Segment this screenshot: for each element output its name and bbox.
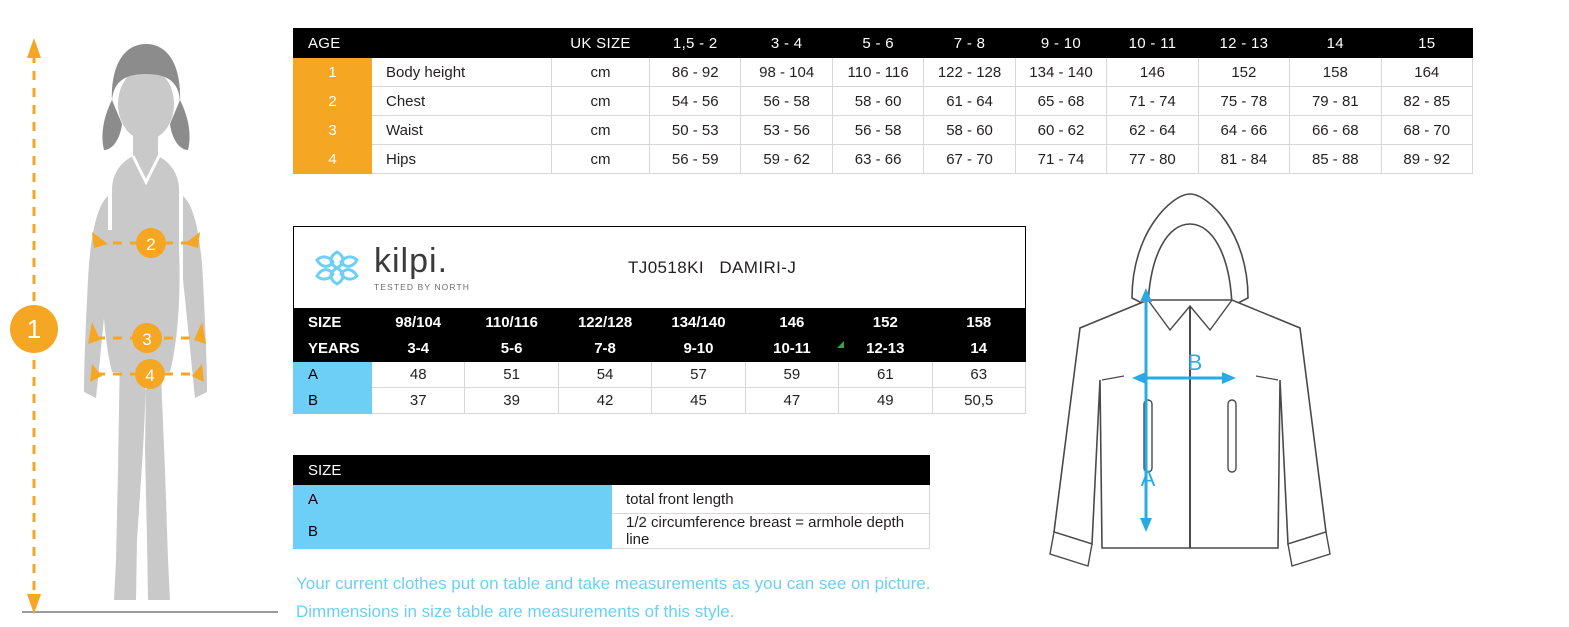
figure-marker-3: 3 — [142, 330, 152, 349]
cell: 42 — [558, 388, 651, 414]
product-code: TJ0518KI — [628, 257, 704, 277]
cell: 64 - 66 — [1198, 116, 1289, 145]
age-table-header-c5: 9 - 10 — [1015, 29, 1106, 58]
cell: 60 - 62 — [1015, 116, 1106, 145]
cell: 66 - 68 — [1290, 116, 1381, 145]
cell: 85 - 88 — [1290, 145, 1381, 174]
cell: 56 - 59 — [650, 145, 741, 174]
table-row — [294, 485, 930, 514]
product-code-name — [628, 258, 796, 278]
row-label: Waist — [372, 116, 552, 145]
measure-key-a: A — [294, 362, 372, 388]
cell: 61 — [839, 362, 932, 388]
cell: 71 - 74 — [1015, 145, 1106, 174]
cell: 67 - 70 — [924, 145, 1015, 174]
note-line-2: Dimmensions in size table are measurements of this style. — [296, 602, 735, 621]
row-unit: cm — [552, 145, 650, 174]
years-label: YEARS — [294, 336, 372, 362]
cell: 65 - 68 — [1015, 87, 1106, 116]
table-row — [294, 388, 1026, 414]
cell: 61 - 64 — [924, 87, 1015, 116]
cell: 45 — [652, 388, 745, 414]
legend-desc-a: total front length — [612, 485, 930, 514]
cell: 48 — [372, 362, 465, 388]
cell: 79 - 81 — [1290, 87, 1381, 116]
kilpi-logo — [308, 241, 471, 292]
legend-header-row — [294, 456, 930, 485]
table-row — [294, 116, 1473, 145]
row-number: 3 — [294, 116, 372, 145]
cell: 146 — [1107, 58, 1198, 87]
size-label: SIZE — [294, 310, 372, 336]
row-number: 4 — [294, 145, 372, 174]
cell: 158 — [1290, 58, 1381, 87]
row-label: Hips — [372, 145, 552, 174]
years-value: 9-10 — [652, 336, 745, 362]
cell: 86 - 92 — [650, 58, 741, 87]
size-value: 110/116 — [465, 310, 558, 336]
table-row — [294, 145, 1473, 174]
cell: 164 — [1381, 58, 1472, 87]
size-row — [294, 310, 1026, 336]
cell: 81 - 84 — [1198, 145, 1289, 174]
row-number: 2 — [294, 87, 372, 116]
years-value: 5-6 — [465, 336, 558, 362]
brand-tagline: TESTED BY NORTH — [374, 281, 471, 292]
size-value: 158 — [932, 310, 1025, 336]
cell: 51 — [465, 362, 558, 388]
cell: 56 - 58 — [832, 116, 923, 145]
cell: 59 — [745, 362, 838, 388]
cell: 134 - 140 — [1015, 58, 1106, 87]
cell: 82 - 85 — [1381, 87, 1472, 116]
cell: 59 - 62 — [741, 145, 832, 174]
body-measurement-figure — [0, 0, 292, 627]
cell: 53 - 56 — [741, 116, 832, 145]
cell: 58 - 60 — [832, 87, 923, 116]
cell: 89 - 92 — [1381, 145, 1472, 174]
cell: 50 - 53 — [650, 116, 741, 145]
row-label: Chest — [372, 87, 552, 116]
cell: 71 - 74 — [1107, 87, 1198, 116]
years-value: 10-11 — [745, 336, 838, 362]
cell: 54 — [558, 362, 651, 388]
cell: 49 — [839, 388, 932, 414]
style-size-table — [293, 309, 1026, 414]
cell: 56 - 58 — [741, 87, 832, 116]
size-value: 152 — [839, 310, 932, 336]
legend-key-a: A — [294, 485, 612, 514]
cell: 63 — [932, 362, 1025, 388]
age-table-header-age: AGE — [294, 29, 552, 58]
years-value: 12-13 — [839, 336, 932, 362]
row-number: 1 — [294, 58, 372, 87]
cell: 57 — [652, 362, 745, 388]
row-label: Body height — [372, 58, 552, 87]
legend-header: SIZE — [294, 456, 930, 485]
age-table-header-c4: 7 - 8 — [924, 29, 1015, 58]
legend-key-b: B — [294, 514, 612, 549]
age-table-header-c3: 5 - 6 — [832, 29, 923, 58]
row-unit: cm — [552, 87, 650, 116]
figure-marker-2: 2 — [146, 235, 156, 254]
age-table-header-c7: 12 - 13 — [1198, 29, 1289, 58]
cell: 68 - 70 — [1381, 116, 1472, 145]
age-size-table — [293, 28, 1473, 174]
age-table-header-c2: 3 - 4 — [741, 29, 832, 58]
jacket-label-a: A — [1140, 466, 1156, 491]
measure-key-b: B — [294, 388, 372, 414]
cell: 110 - 116 — [832, 58, 923, 87]
age-table-header-c9: 15 — [1381, 29, 1472, 58]
product-name: DAMIRI-J — [719, 257, 797, 277]
cell: 77 - 80 — [1107, 145, 1198, 174]
row-unit: cm — [552, 58, 650, 87]
size-value: 134/140 — [652, 310, 745, 336]
kilpi-mark-icon — [308, 245, 366, 291]
jacket-measurement-diagram — [1020, 180, 1360, 580]
cell: 58 - 60 — [924, 116, 1015, 145]
age-table-header-c6: 10 - 11 — [1107, 29, 1198, 58]
figure-marker-4: 4 — [145, 366, 155, 385]
cell: 63 - 66 — [832, 145, 923, 174]
measurement-legend-table — [293, 455, 930, 549]
age-table-header-c8: 14 — [1290, 29, 1381, 58]
age-table-header-row — [294, 29, 1473, 58]
product-header — [293, 226, 1026, 309]
age-table-header-uksize: UK SIZE — [552, 29, 650, 58]
note-line-1: Your current clothes put on table and take measurements as you can see on picture. — [296, 574, 931, 593]
jacket-label-b: B — [1187, 350, 1203, 375]
table-row — [294, 87, 1473, 116]
years-row — [294, 336, 1026, 362]
row-unit: cm — [552, 116, 650, 145]
product-size-block — [293, 226, 1026, 414]
cell: 47 — [745, 388, 838, 414]
years-value: 14 — [932, 336, 1025, 362]
brand-name: kilpi. — [374, 241, 449, 280]
cell: 39 — [465, 388, 558, 414]
cell: 50,5 — [932, 388, 1025, 414]
years-value: 3-4 — [372, 336, 465, 362]
table-row — [294, 58, 1473, 87]
table-row — [294, 362, 1026, 388]
cell: 75 - 78 — [1198, 87, 1289, 116]
age-table-header-c1: 1,5 - 2 — [650, 29, 741, 58]
size-value: 146 — [745, 310, 838, 336]
size-value: 98/104 — [372, 310, 465, 336]
figure-marker-1: 1 — [26, 314, 42, 344]
cell: 98 - 104 — [741, 58, 832, 87]
cell: 62 - 64 — [1107, 116, 1198, 145]
cell: 122 - 128 — [924, 58, 1015, 87]
years-value: 7-8 — [558, 336, 651, 362]
cell: 54 - 56 — [650, 87, 741, 116]
size-value: 122/128 — [558, 310, 651, 336]
legend-desc-b: 1/2 circumference breast = armhole depth line — [612, 514, 930, 549]
cell: 37 — [372, 388, 465, 414]
table-row — [294, 514, 930, 549]
cell: 152 — [1198, 58, 1289, 87]
